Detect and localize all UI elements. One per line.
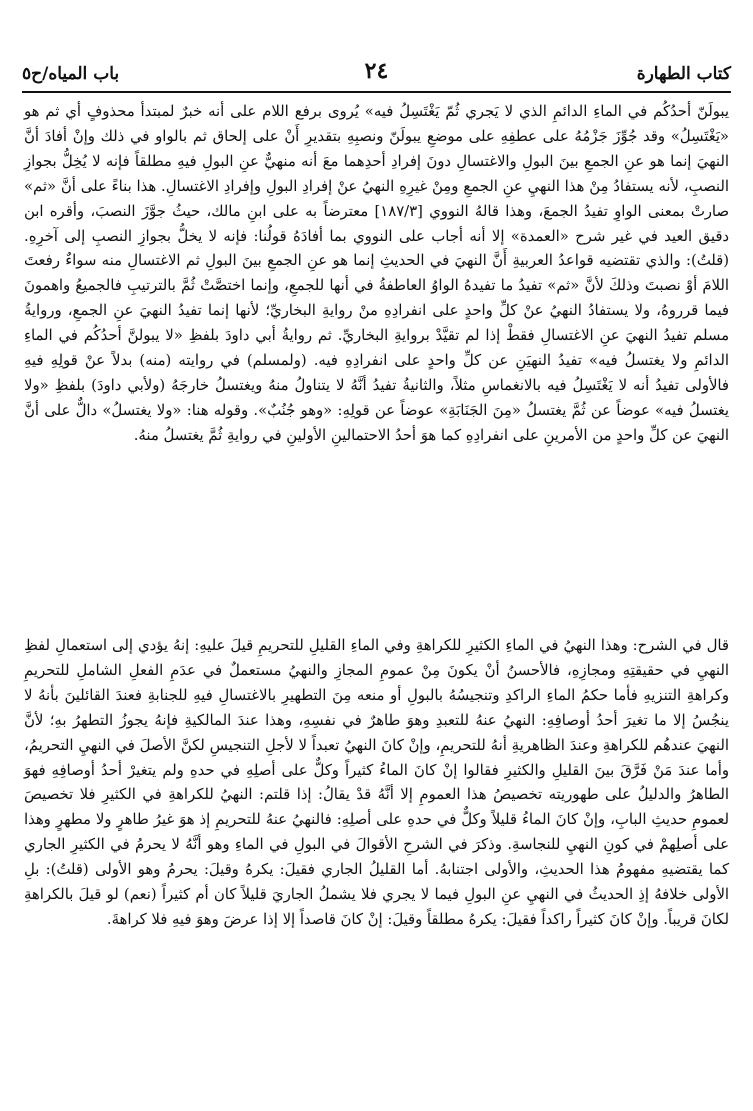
book-title: كتاب الطهارة [636, 64, 731, 84]
body-paragraph: قال في الشرح: وهذا النهيُ في الماءِ الكثيرِ للكراهةِ وفي الماءِ القليلِ للتحريمِ قيلَ عليهِ: إنهُ يؤدي إلى استعمالِ لفظِ النهيِ في حقيقتِهِ ومجازِهِ، فالأحسنُ أنْ يكونَ مِنْ عمومِ المجازِ والنهيُ مستعملٌ في عدَمِ الفعلِ الشاملِ للتحريمِ وكراهةِ التنزيهِ فأما حكمُ الماءِ الراكدِ وتنجيسُهُ بالبولِ أو منعه مِنَ التطهيرِ بالاغتسالِ فيهِ للجنابةِ فعندَ القائلينَ بأنهُ لا ينجُسُ إلا ما تغيرَ أحدُ أوصافِهِ: النهيُ عنهُ للتعبدِ وهوَ طاهرٌ في نفسِهِ، وهذا عندَ المالكيةِ فإنهُ يجوزُ التطهرُ بهِ؛ لأنَّ النهيَ عندهُم للكراهةِ وعندَ الظاهريةِ أنهُ للتحريمِ، وإنْ كانَ النهيُ تعبداً لا لأجلِ التنجيسِ لكنَّ الأصلَ في النهيِ التحريمُ، وأما عندَ مَنْ فَرَّقَ بينَ القليلِ والكثيرِ فقالوا إنْ كانَ الماءُ كثيراً وكلٌّ على أصلِهِ في حدهِ ولم يتغيرْ أحدُ أوصافِهِ فهوَ الطاهرُ والدليلُ على طهوريته تخصيصُ هذا العمومِ إلا أنَّهُ قدْ يقالُ: إذا قلتم: النهيُ للكراهةِ في الكثيرِ فلا تخصيصَ لعمومِ حديثِ البابِ، وإنْ كانَ الماءُ قليلاً وكلٌّ في حدهِ على أصلِهِ: فالنهيُ عنهُ للتحريمِ إذ هوَ غيرُ طاهرٍ ولا مطهرٍ وهذا على أصلِهمْ في كونِ النهيِ للنجاسةِ. وذكرَ في الشرحِ الأقوالَ في البولِ في الماءِ وهو أنَّهُ لا يحرمُ في الكثيرِ الجاري كما يقتضيهِ مفهومُ هذا الحديثِ، والأولى اجتنابهُ. أما القليلُ الجاري فقيلَ: يكرهُ وقيلَ: يحرمُ وهو الأولى (قلتُ): بلِ الأولى خلافهُ إذِ الحديثُ في النهيِ عنِ البولِ فيما لا يجري فلا يشملُ الجاريَ قليلاً كان أم كثيراً (نعم) لو قيلَ بالكراهةِ لكانَ قريباً. وإنْ كانَ كثيراً راكداً فقيلَ: يكرهُ مطلقاً وقيلَ: إنْ كانَ قاصداً إلا إذا عرضَ وهوَ فيهِ فلا كراهةَ. [24, 637, 729, 928]
header-rule [22, 91, 731, 93]
chapter-reference: باب المياه/ح٥ [22, 64, 120, 84]
page-number: ٢٤ [364, 58, 389, 84]
body-paragraph: يبولَنّ أحدُكُم في الماءِ الدائمِ الذي لا يَجري ثُمّ يَغْتَسِلُ فيه» يُروى برفع اللام على أنه خبرٌ لمبتدأ محذوفٍ أي ثم هو «يَغْتَسِلُ» وقد جُوِّزَ جَزْمُهُ على عطفِهِ على موضعِ يبولَنّ ونصبِهِ بتقديرِ أَنْ على إلحاق ثم بالواو في ذلك وإنْ أفادَ أنَّ النهيَ إنما هو عنِ الجمعِ بينَ البولِ والاغتسالِ دونَ إفرادِ أحدِهما معَ أنه منهيٌّ عنِ البولِ فيهِ مطلقاً فإنه لا يُخِلُّ بجوازِ النصبِ، لأنه يستفادُ مِنْ هذا النهيِ عنِ الجمعِ ومِنْ غيرِهِ النهيُ عنْ إفرادِ البولِ وإفرادِ الاغتسالِ. هذا بناءً على أنَّ «ثم» صارتْ بمعنى الواوِ تفيدُ الجمعَ، وهذا قالهُ النووي [١٨٧/٣] معترضاً به على ابنِ مالك، حيثُ جوَّزَ النصبَ، وأقره ابن دقيق العيد في غير شرح «العمدة» إلا أنه أجاب على النووي بما أفادَهُ قولُنا: فإنه لا يخلُّ بجوازِ النصبِ إلى آخرِهِ. (قلتُ): والذي تقتضيه قواعدُ العربيةِ أَنَّ النهيَ في الحديثِ إنما هو عنِ الجمعِ بينَ البولِ ثم الاغتسالِ منه سواءٌ رفعتَ اللامَ أوْ نصبتَ وذلكَ لأنَّ «ثم» تفيدُ ما تفيدهُ الواوُ العاطفةُ في أنها للجمعِ، وإنما اختصَّتْ ثُمَّ بالترتيبِ فالجميعُ واهمونَ فيما قرروهُ، ولا يستفادُ النهيُ عنْ كلِّ واحدٍ على انفرادِهِ منْ روايةِ البخاريِّ؛ لأنها إنما تفيدُ النهيَ عنِ الجمعِ، وروايةُ مسلم تفيدُ النهيَ عنِ الاغتسالِ فقطْ إذا لم تقيَّدْ بروايةِ البخاريِّ. ثم روايةُ أبي داودَ بلفظِ «لا يبولنَّ أحدُكُم في الماءِ الدائمِ ولا يغتسلُ فيه» تفيدُ النهيَنِ عن كلِّ واحدٍ على انفرادِهِ فيه. (ولمسلم) في روايته (منه) بدلاً عنْ قولِهِ فيهِ فالأولى تفيدُ أنه لا يَغْتَسِلُ فيه بالانغماسِ مثلاً، والثانيةُ تفيدُ أنَّهُ لا يتناولُ منهُ ويغتسلُ خارجَهُ (ولأبي داودَ) بلفظِ «ولا يغتسلُ فيه» عوضاً عن ثُمَّ يغتسلُ «مِنَ الجَنَابَةِ» عوضاً عن قولِهِ: «وهو جُنُبٌ». وقوله هنا: «ولا يغتسلُ» دالٌّ على أنَّ النهيَ عن كلِّ واحدٍ من الأمرينِ على انفرادِهِ كما هوَ أحدُ الاحتمالينِ الأولينِ في روايةِ ثُمَّ يغتسلُ منهُ. [24, 103, 729, 444]
page-header [22, 58, 731, 88]
